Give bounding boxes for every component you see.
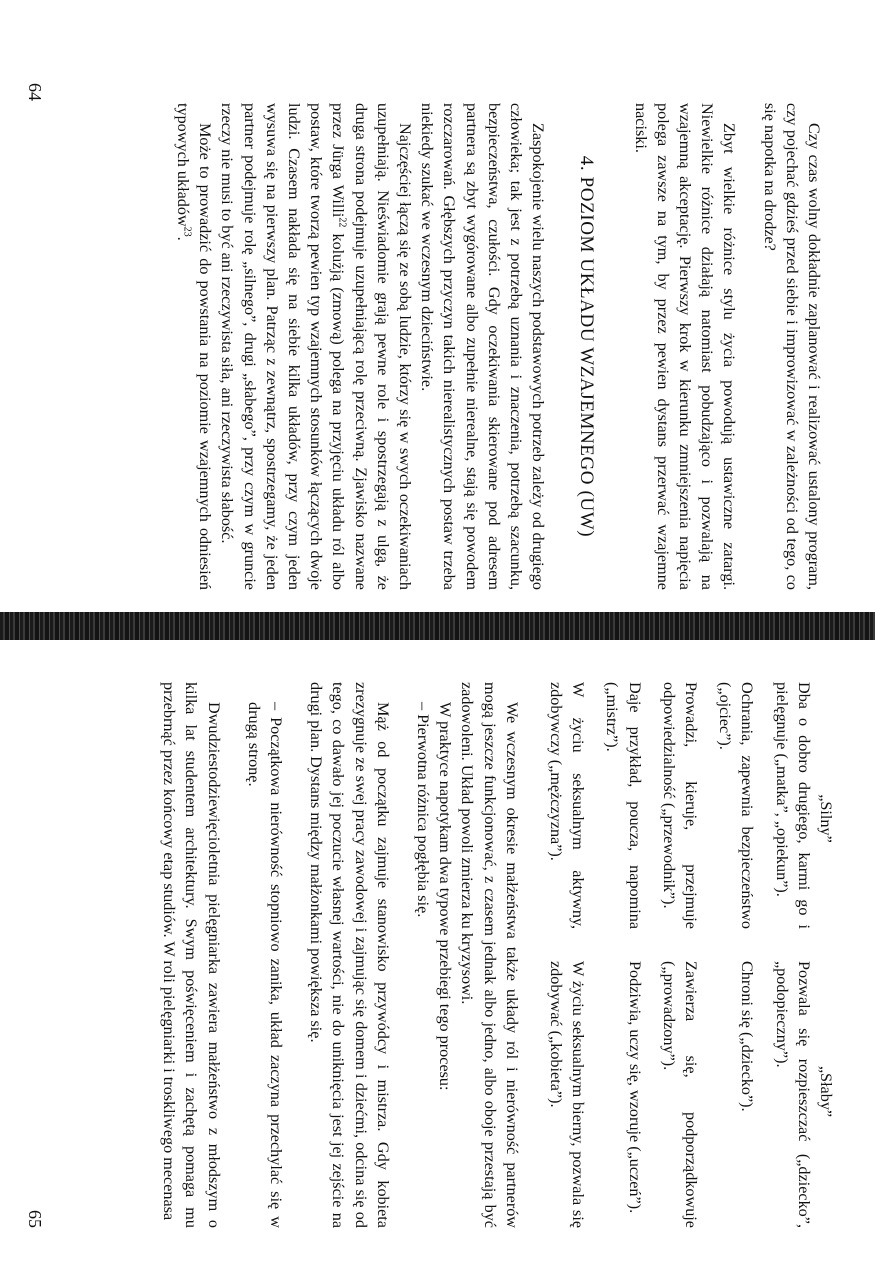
weak-role: Podziwia, uczy się, wzoruje („uczeń”). — [625, 961, 644, 1214]
paragraph — [216, 103, 416, 590]
list-item: – Początkowa nierówność stopniowo zanika, układ zaczyna przechylać się w drugą stronę. — [244, 702, 285, 1228]
paragraph-end: . — [173, 236, 192, 241]
weak-role: Zawierza się, podporządkowuje („prowadzony”). — [659, 961, 700, 1228]
table-row — [533, 682, 589, 1228]
right-page — [0, 642, 893, 1263]
header-weak: „Słaby” — [817, 1065, 835, 1118]
paragraph: Zbyt wielkie różnice stylu życia powodują ustawiczne zatargi. Niewielkie różnice działają natomiast pobudzająco i pozwalają na wzajemną akceptację. Pierwszy krok w kierunku zmniejszenia napięcia polega zawsze na tym, by przez pewien dystans przerwać wzajemne naciski. — [631, 103, 739, 590]
strong-role: Ochrania, zapewnia bezpieczeństwo („ojciec”). — [716, 682, 757, 929]
roles-header-row — [815, 682, 838, 1228]
book-gutter — [0, 612, 875, 640]
strong-role: Daje przykład, poucza, napomina („mistrz”). — [603, 682, 644, 929]
header-strong: „Silny” — [817, 794, 835, 843]
paragraph-text: kolużją (zmową) polega na przyjęciu układu ról albo postaw, które tworzą pewien typ wzajemnych stosunków łączących dwoje ludzi. Czasem nakłada się na siebie kilka układów, przy czym jeden wysuwa się na pierwszy plan. Patrząc z zewnątrz, spostrzegamy, że jeden partner podejmuje rolę „silnego”, drugi „słabego”, przy czym w gruncie rzeczy nie musi to być ani rzeczywista siła, ani rzeczywista słabość. — [218, 103, 348, 591]
strong-role: Dba o dobro drugiego, karmi go i pielęgnuje („matka”, „opiekun”). — [772, 682, 813, 929]
table-row — [646, 682, 702, 1228]
roles-table — [533, 682, 838, 1228]
strong-role: Prowadzi, kieruje, przejmuje odpowiedzialność („przewodnik”). — [659, 682, 700, 929]
table-row — [589, 682, 645, 1228]
table-row — [758, 682, 814, 1228]
weak-role: Chroni się („dziecko”). — [738, 961, 757, 1112]
chapter-title: 4. POZIOM UKŁADU WZAJEMNEGO (UW) — [576, 155, 598, 538]
paragraph: Dwudziestodziewięcioletnia pielęgniarka zawiera małżeństwo z młodszym o kilka lat studentem architektury. Swym poświęceniem i zachętą pomaga mu przebrnąć przez końcowy etap studiów. W roli pielęgniarki i troskliwego mecenasa — [160, 682, 223, 1228]
footnote-ref: 23 — [181, 226, 193, 237]
left-page — [0, 0, 893, 610]
paragraph-text: Najczęściej łączą się ze sobą ludzie, którzy się w swych oczekiwaniach uzupełniają. Nieświadomie grają pewne role i spostrzegają z ulgą, że druga strona podejmuje uzupełniającą rolę przeciwną. Zjawisko nazwane przez Jürga Willi — [329, 103, 414, 590]
paragraph: Zaspokojenie wielu naszych podstawowych potrzeb zależy od drugiego człowieka; tak jest z potrzebą uznania i znaczenia, potrzebą szacunku, bezpieczeństwa, czułości. Gdy oczekiwania skierowane pod adresem partnera są zbyt wygórowane albo zupełnie nierealne, stają się powodem rozczarowań. Głębszych przyczyn takich nierealistycznych postaw trzeba niekiedy szukać we wczesnym dzieciństwie. — [418, 103, 548, 590]
paragraph-text: Może to prowadzić do powstania na poziomie wzajemnych odniesień typowych układów — [173, 103, 215, 590]
paragraph: Mąż od początku zajmuje stanowisko przywódcy i mistrza. Gdy kobieta zrezygnuje ze swej pracy zawodowej i zajmując się domem i dziećmi, odcina się od tego, co dawało jej poczucie własnej wartości, nie do uniknięcia jest jej zejście na drugi plan. Dystans między małżonkami powiększa się. — [307, 682, 392, 1228]
weak-role: Pozwala się rozpieszczać („dziecko”, „podopieczny”). — [772, 961, 813, 1228]
paragraph: W praktyce napotykam dwa typowe przebiegi tego procesu: — [436, 702, 455, 1091]
paragraph: We wczesnym okresie małżeństwa także układy ról i nierówność partnerów mogą jeszcze funkcjonować, z czasem jednak albo jedno, albo oboje przestają być zadowoleni. Układ powoli zmierza ku kryzysowi. — [458, 682, 521, 1228]
page-number: 65 — [25, 1210, 46, 1228]
weak-role: W życiu seksualnym bierny, pozwala się zdobywać („kobieta”). — [546, 961, 588, 1228]
page-number: 64 — [25, 83, 46, 101]
paragraph — [172, 103, 216, 590]
list-item: – Pierwotna różnica pogłębia się. — [413, 702, 432, 918]
footnote-ref: 22 — [336, 217, 348, 228]
opening-paragraph: Czy czas wolny dokładnie zaplanować i realizować ustalony program, czy pojechać gdzieś przed siebie i improwizować w zależności od tego, co się napotka na drodze? — [760, 103, 823, 590]
strong-role: W życiu seksualnym aktywny, zdobywczy („mężczyzna”). — [546, 682, 588, 929]
table-row — [702, 682, 758, 1228]
